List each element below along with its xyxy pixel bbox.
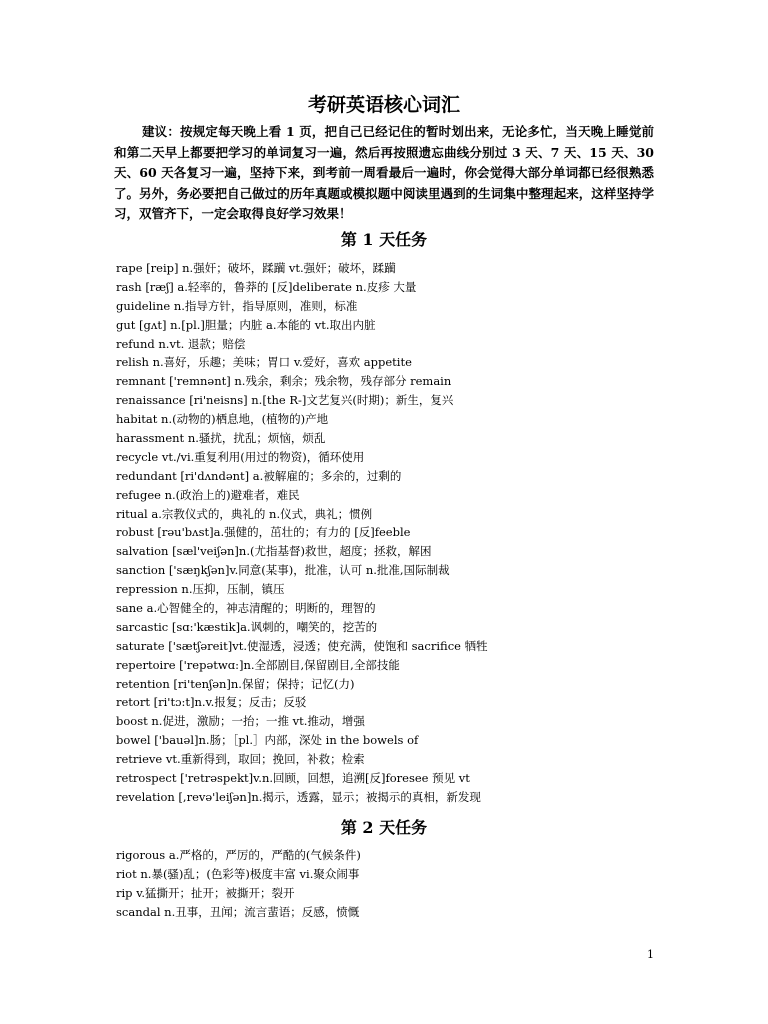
vocab-entry: relish n.喜好，乐趣；美味；胃口 v.爱好，喜欢 appetite bbox=[116, 355, 412, 370]
vocab-entry: sanction ['sæŋkʃən]v.同意(某事)，批准，认可 n.批准,国际制裁 bbox=[116, 563, 450, 578]
vocab-list-day-2 bbox=[116, 846, 656, 922]
vocab-entry: retention [ri'tenʃən]n.保留；保持；记忆(力) bbox=[116, 676, 355, 691]
vocab-entry: habitat n.(动物的)栖息地，(植物的)产地 bbox=[116, 412, 329, 427]
vocab-entry: ritual a.宗教仪式的，典礼的 n.仪式，典礼；惯例 bbox=[116, 506, 373, 521]
vocab-entry: retort [ri'tɔ:t]n.v.报复；反击；反驳 bbox=[116, 695, 307, 710]
vocab-entry: rigorous a.严格的，严厉的，严酷的(气候条件) bbox=[116, 848, 361, 862]
vocab-entry: retrospect ['retrəspekt]v.n.回顾，回想，追溯[反]foresee 预见 vt bbox=[116, 771, 470, 786]
vocab-entry: renaissance [ri'neisns] n.[the R-]文艺复兴(时期)；新生，复兴 bbox=[116, 393, 454, 408]
vocab-entry: salvation [sæl'veiʃən]n.(尤指基督)救世，超度；拯救，解困 bbox=[116, 544, 432, 559]
vocab-entry: sane a.心智健全的，神志清醒的；明断的，理智的 bbox=[116, 601, 376, 616]
vocab-entry: rash [ræʃ] a.轻率的，鲁莽的 [反]deliberate n.皮疹 大量 bbox=[116, 279, 417, 294]
section-title-day-1: 第 1 天任务 bbox=[340, 230, 428, 249]
vocab-entry: bowel ['bauəl]n.肠；［pl.］内部，深处 in the bowels of bbox=[116, 733, 419, 748]
vocab-entry: retrieve vt.重新得到，取回；挽回，补救；检索 bbox=[116, 752, 365, 767]
document-title: 考研英语核心词汇 bbox=[307, 94, 460, 116]
vocab-entry: saturate ['sætʃəreit]vt.使湿透，浸透；使充满，使饱和 sacrifice 牺牲 bbox=[116, 638, 488, 653]
section-title-day-2: 第 2 天任务 bbox=[340, 818, 428, 837]
vocab-entry: robust [rəu'bʌst]a.强健的，茁壮的；有力的 [反]feeble bbox=[116, 525, 411, 540]
vocab-entry: guideline n.指导方针，指导原则，准则，标准 bbox=[116, 298, 358, 313]
vocab-entry: rape [reip] n.强奸；破坏，蹂躏 vt.强奸；破坏，蹂躏 bbox=[116, 261, 396, 275]
vocab-list-day-1 bbox=[116, 259, 656, 807]
vocab-entry: repression n.压抑，压制，镇压 bbox=[116, 582, 285, 597]
vocab-entry: refugee n.(政治上的)避难者，难民 bbox=[116, 487, 300, 502]
vocab-entry: rip v.猛撕开；扯开；被撕开；裂开 bbox=[116, 885, 295, 900]
vocab-entry: scandal n.丑事，丑闻；流言蜚语；反感，愤慨 bbox=[116, 904, 360, 919]
vocab-entry: boost n.促进，激励；一抬；一推 vt.推动，增强 bbox=[116, 714, 365, 729]
vocab-entry: repertoire ['repətwɑ:]n.全部剧目,保留剧目,全部技能 bbox=[116, 657, 400, 672]
vocab-entry: refund n.vt. 退款；赔偿 bbox=[116, 336, 246, 351]
vocab-entry: recycle vt./vi.重复利用(用过的物资)，循环使用 bbox=[116, 449, 365, 464]
vocab-entry: remnant ['remnənt] n.残余，剩余；残余物，残存部分 remain bbox=[116, 374, 452, 389]
vocab-entry: sarcastic [sɑ:'kæstik]a.讽刺的，嘲笑的，挖苦的 bbox=[116, 619, 378, 634]
vocab-entry: riot n.暴(骚)乱；(色彩等)极度丰富 vi.聚众闹事 bbox=[116, 866, 360, 881]
vocab-entry: revelation [,revə'leiʃən]n.揭示，透露，显示；被揭示的真相，新发现 bbox=[116, 789, 481, 804]
vocab-entry: redundant [ri'dʌndənt] a.被解雇的；多余的，过剩的 bbox=[116, 468, 402, 483]
vocab-entry: gut [gʌt] n.[pl.]胆量；内脏 a.本能的 vt.取出内脏 bbox=[116, 317, 376, 332]
vocab-entry: harassment n.骚扰，扰乱；烦恼，烦乱 bbox=[116, 431, 326, 446]
advice-paragraph: 建议：按规定每天晚上看 1 页，把自己已经记住的暂时划出来，无论多忙，当天晚上睡觉前和第二天早上都要把学习的单词复习一遍，然后再按照遗忘曲线分别过 3 天、7 天、15 天、30 天、60 天各复习一遍，坚持下来，到考前一周看最后一遍时，你会觉得大部分单词都已经很熟悉了。另外，务必要把自己做过的历年真题或模拟题中阅读里遇到的生词集中整理起来，这样坚持学习，双管齐下，一定会取得良好学习效果！ bbox=[114, 124, 654, 221]
page-number: 1 bbox=[647, 948, 654, 961]
